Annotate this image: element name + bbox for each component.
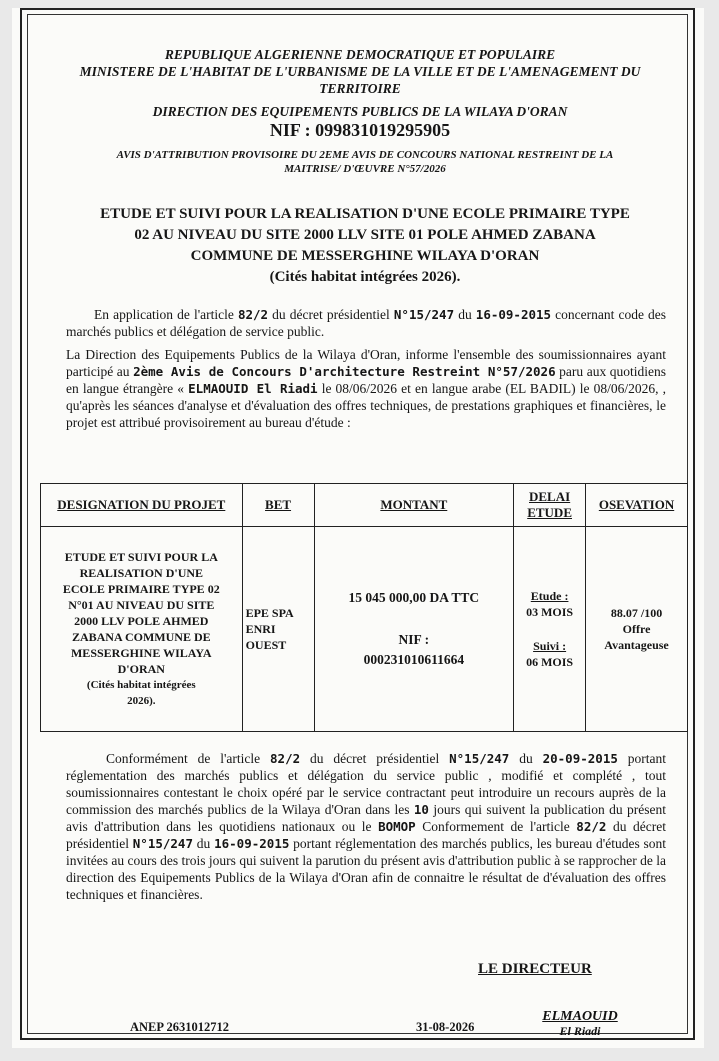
p3-text-c: du bbox=[509, 751, 543, 766]
p1-date: 16-09-2015 bbox=[475, 307, 552, 322]
project-title-line-4: (Cités habitat intégrées 2026). bbox=[269, 269, 461, 285]
stamp-line-1: ELMAOUID bbox=[542, 1009, 618, 1024]
header-ministry: MINISTERE DE L'HABITAT DE L'URBANISME DE LA VILLE ET DE L'AMENAGEMENT DU bbox=[79, 64, 641, 79]
header-bet: BET bbox=[242, 484, 314, 527]
bet-line: ENRI OUEST bbox=[245, 622, 287, 652]
p2-text-a: La Direction des Equipements Publics de la Wilaya d'Oran, informe l'ensemble des soumissionnaires ayant participé au bbox=[66, 347, 666, 379]
designation-line: ECOLE PRIMAIRE TYPE 02 bbox=[62, 582, 220, 596]
obs-line-2: Avantageuse bbox=[604, 638, 669, 652]
p3-decree-2: N°15/247 bbox=[132, 836, 193, 851]
footer-anep: ANEP 2631012712 bbox=[130, 1020, 229, 1034]
project-title bbox=[60, 204, 670, 288]
newspaper-stamp-logo bbox=[505, 1010, 655, 1040]
header-designation: DESIGNATION DU PROJET bbox=[41, 484, 243, 527]
designation-line: 2000 LLV POLE AHMED bbox=[74, 614, 209, 628]
etude-label: Etude : bbox=[530, 589, 569, 603]
avis-title bbox=[60, 148, 670, 176]
p2-text-c: le 08/06/2026 et en langue arabe (EL BADIL) le 08/06/2026, , qu'après les séances d'analyse et d'évaluation des offres techniques, de prestations graphiques et financières, le projet est attribué provisoirement au bureau d'étude : bbox=[66, 381, 666, 430]
p1-text-b: du décret présidentiel bbox=[268, 307, 394, 322]
designation-line: ZABANA COMMUNE DE bbox=[71, 630, 211, 644]
table-header-row bbox=[41, 484, 688, 527]
designation-line: ETUDE ET SUIVI POUR LA bbox=[64, 550, 218, 564]
footer-date: 31-08-2026 bbox=[416, 1020, 475, 1034]
p3-date: 20-09-2015 bbox=[542, 751, 618, 766]
cell-designation bbox=[41, 527, 243, 732]
p1-text-a: En application de l'article bbox=[94, 307, 238, 322]
suivi-value: 06 MOIS bbox=[526, 655, 574, 669]
bet-line: EPE SPA bbox=[245, 606, 294, 620]
p1-text-d: concernant code des marchés publics et délégation de service public. bbox=[66, 307, 667, 339]
avis-line-2: MAITRISE/ D'ŒUVRE N°57/2026 bbox=[284, 163, 446, 175]
header-montant: MONTANT bbox=[314, 484, 514, 527]
p2-text-b: paru aux quotidiens en langue étrangère « bbox=[66, 364, 667, 396]
designation-line: N°01 AU NIVEAU DU SITE bbox=[68, 598, 215, 612]
obs-score: 88.07 /100 bbox=[610, 606, 663, 620]
p3-article: 82/2 bbox=[270, 751, 301, 766]
designation-line: D'ORAN bbox=[117, 662, 165, 676]
cell-montant bbox=[314, 527, 514, 732]
designation-line: REALISATION D'UNE bbox=[79, 566, 204, 580]
etude-value: 03 MOIS bbox=[526, 605, 574, 619]
header-direction: DIRECTION DES EQUIPEMENTS PUBLICS DE LA WILAYA D'ORAN bbox=[152, 104, 568, 119]
project-title-line-2: 02 AU NIVEAU DU SITE 2000 LLV SITE 01 POLE AHMED ZABANA bbox=[134, 227, 596, 243]
header-observation: OSEVATION bbox=[586, 484, 688, 527]
p2-newspaper: ELMAOUID El Riadi bbox=[188, 381, 318, 396]
header-delai bbox=[514, 484, 586, 527]
p3-article-2: 82/2 bbox=[576, 819, 607, 834]
project-title-line-3: COMMUNE DE MESSERGHINE WILAYA D'ORAN bbox=[190, 248, 540, 264]
p1-article: 82/2 bbox=[237, 307, 269, 322]
nif-number: NIF : 099831019295905 bbox=[269, 120, 451, 140]
designation-line: MESSERGHINE WILAYA bbox=[70, 646, 212, 660]
p3-text-a: Conformément de l'article bbox=[106, 751, 271, 766]
cell-bet bbox=[242, 527, 314, 732]
p3-days: 10 bbox=[413, 802, 429, 817]
p3-text-f: Conformement de l'article bbox=[415, 819, 577, 834]
avis-line-1: AVIS D'ATTRIBUTION PROVISOIRE DU 2EME AVIS DE CONCOURS NATIONAL RESTREINT DE LA bbox=[116, 149, 614, 161]
bet-nif-label: NIF : bbox=[398, 632, 430, 647]
designation-note: 2026). bbox=[127, 695, 156, 707]
bet-nif-value: 000231010611664 bbox=[363, 652, 465, 667]
header-republic: REPUBLIQUE ALGERIENNE DEMOCRATIQUE ET POPULAIRE bbox=[164, 47, 556, 62]
p1-decree: N°15/247 bbox=[393, 307, 455, 322]
p3-date-2: 16-09-2015 bbox=[214, 836, 290, 851]
project-title-line-1: ETUDE ET SUIVI POUR LA REALISATION D'UNE ECOLE PRIMAIRE TYPE bbox=[100, 206, 630, 222]
p1-text-c: du bbox=[454, 307, 476, 322]
header-delai-l1: DELAI bbox=[529, 489, 571, 504]
cell-delai bbox=[514, 527, 586, 732]
header-territoire: TERRITOIRE bbox=[319, 81, 401, 96]
designation-note: (Cités habitat intégrées bbox=[86, 679, 196, 691]
table-row bbox=[41, 527, 688, 732]
p3-bomop: BOMOP bbox=[378, 819, 416, 834]
signature-le-directeur: LE DIRECTEUR bbox=[478, 961, 592, 977]
paragraph-direction bbox=[66, 346, 666, 431]
p3-text-g: du décret présidentiel bbox=[66, 819, 666, 851]
stamp-line-2: El Riadi bbox=[559, 1024, 601, 1038]
montant-value: 15 045 000,00 DA TTC bbox=[348, 590, 480, 605]
p3-text-e: jours qui suivent la publication du présent avis d'attribution dans les quotidiens nationaux ou le bbox=[66, 802, 666, 834]
p3-decree: N°15/247 bbox=[449, 751, 510, 766]
attribution-table bbox=[40, 483, 688, 732]
obs-line-1: Offre bbox=[622, 622, 651, 636]
cell-observation bbox=[586, 527, 688, 732]
p3-text-b: du décret présidentiel bbox=[300, 751, 450, 766]
p2-avis: 2ème Avis de Concours D'architecture Restreint N°57/2026 bbox=[133, 364, 556, 379]
paragraph-recours bbox=[66, 750, 666, 903]
paragraph-application bbox=[66, 306, 666, 340]
p3-text-d: portant réglementation des marchés publics et délégation du service public , modifié et complété , tout soumissionnaires contestant le choix opéré par le service contractant peut introduire un recours auprès de la commission des marchés publics de la Wilaya d'Oran dans les bbox=[66, 751, 666, 817]
p3-text-i: portant réglementation des marchés publics, les bureau d'études sont invitées au cours des trois jours qui suivent la parution du présent avis d'attribution public à se rapprocher de la direction des Equipements Publics de la Wilaya d'Oran afin de connaitre le résultat de d'évaluation des offres techniques et financières. bbox=[66, 836, 667, 902]
header-delai-l2: ETUDE bbox=[527, 505, 572, 520]
p3-text-h: du bbox=[193, 836, 215, 851]
suivi-label: Suivi : bbox=[533, 639, 567, 653]
